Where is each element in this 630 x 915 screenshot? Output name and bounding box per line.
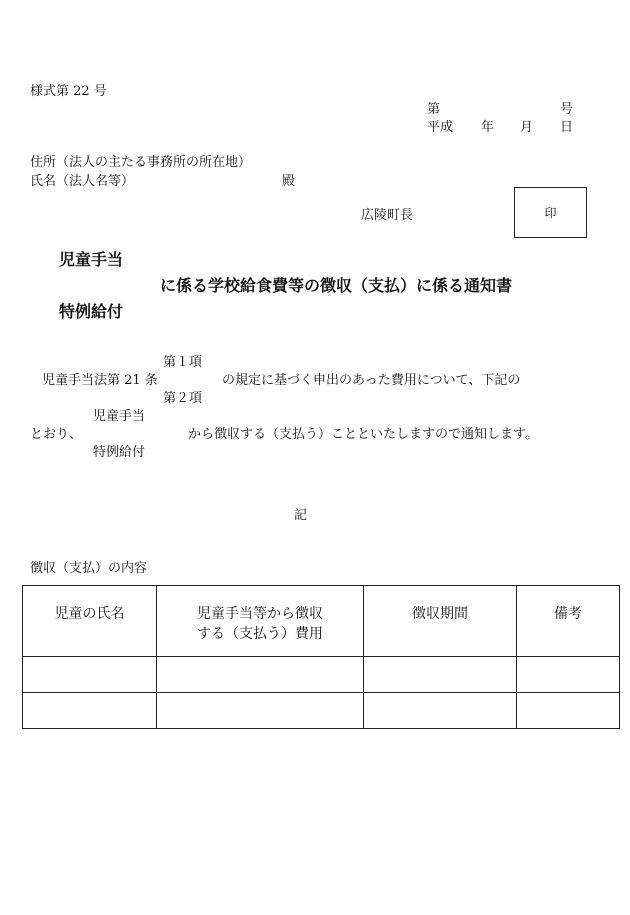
cell-fee xyxy=(157,693,364,729)
cell-child-name xyxy=(23,657,157,693)
honorific: 殿 xyxy=(282,174,296,189)
table-header-row xyxy=(23,586,620,657)
content-table xyxy=(22,585,620,729)
title-option-1: 児童手当 xyxy=(59,250,124,269)
seal-box xyxy=(514,187,587,238)
header-fee-line-1: 児童手当等から徴収 xyxy=(197,606,323,622)
body-clause-1: 第１項 xyxy=(163,355,203,370)
body-line1-rest: の規定に基づく申出のあった費用について、下記の xyxy=(222,373,521,388)
table-row xyxy=(23,657,620,693)
table-row xyxy=(23,693,620,729)
body-law-ref: 児童手当法第 21 条 xyxy=(42,373,158,388)
cell-remarks xyxy=(517,657,620,693)
cell-period xyxy=(364,657,517,693)
header-remarks: 備考 xyxy=(517,586,620,657)
title-option-2: 特例給付 xyxy=(59,302,124,321)
cell-period xyxy=(364,693,517,729)
body-option-1: 児童手当 xyxy=(93,409,146,424)
doc-number-suffix: 号 xyxy=(560,102,574,117)
form-number: 様式第 22 号 xyxy=(30,84,107,99)
body-toori: とおり、 xyxy=(30,427,83,442)
date-year: 年 xyxy=(481,120,495,135)
doc-number-prefix: 第 xyxy=(427,102,441,117)
date-month: 月 xyxy=(520,120,534,135)
document-title: に係る学校給食費等の徴収（支払）に係る通知書 xyxy=(160,276,513,295)
ki-heading: 記 xyxy=(294,508,308,523)
header-child-name: 児童の氏名 xyxy=(23,586,157,657)
header-fee xyxy=(157,586,364,657)
body-line2-rest: から徴収する（支払う）ことといたしますので通知します。 xyxy=(188,427,538,442)
body-clause-2: 第２項 xyxy=(163,391,203,406)
section-label: 徴収（支払）の内容 xyxy=(30,561,148,576)
name-label: 氏名（法人名等） xyxy=(30,174,135,189)
seal-label: 印 xyxy=(544,206,557,220)
date-day: 日 xyxy=(560,120,574,135)
cell-child-name xyxy=(23,693,157,729)
body-option-2: 特例給付 xyxy=(93,445,146,460)
address-label: 住所（法人の主たる事務所の所在地） xyxy=(30,155,252,170)
date-era: 平成 xyxy=(427,120,454,135)
issuer-title: 広陵町長 xyxy=(361,208,414,223)
header-period: 徴収期間 xyxy=(364,586,517,657)
cell-remarks xyxy=(517,693,620,729)
header-fee-line-2: する（支払う）費用 xyxy=(197,626,323,642)
cell-fee xyxy=(157,657,364,693)
